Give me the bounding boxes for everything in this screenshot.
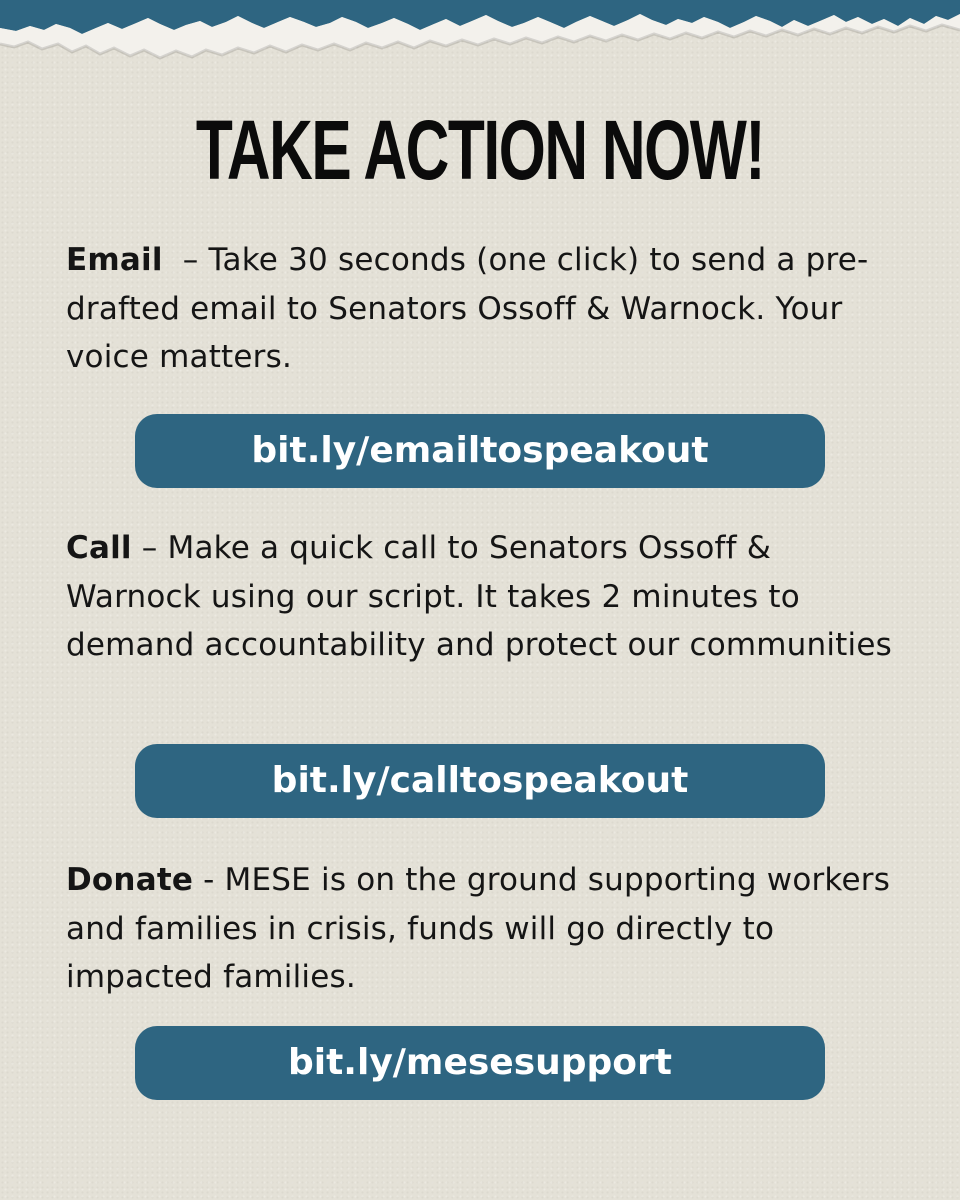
email-link-button[interactable]: bit.ly/emailtospeakout	[135, 414, 825, 488]
call-text: – Make a quick call to Senators Ossoff & Warnock using our script. It takes 2 minutes to demand accountability and protect our communities	[66, 530, 892, 663]
donate-description	[66, 856, 906, 1002]
email-description	[66, 236, 906, 382]
page-title: TAKE ACTION NOW!	[195, 103, 765, 197]
email-text: – Take 30 seconds (one click) to send a pre-drafted email to Senators Ossoff & Warnock. Your voice matters.	[66, 242, 869, 375]
donate-text: - MESE is on the ground supporting workers and families in crisis, funds will go directly to impacted families.	[66, 862, 901, 995]
call-label: Call	[66, 530, 132, 566]
torn-paper-header	[0, 0, 960, 80]
call-description	[66, 524, 906, 670]
donate-link-button[interactable]: bit.ly/mesesupport	[135, 1026, 825, 1100]
call-link-button[interactable]: bit.ly/calltospeakout	[135, 744, 825, 818]
email-label: Email	[66, 242, 163, 278]
donate-label: Donate	[66, 862, 194, 898]
